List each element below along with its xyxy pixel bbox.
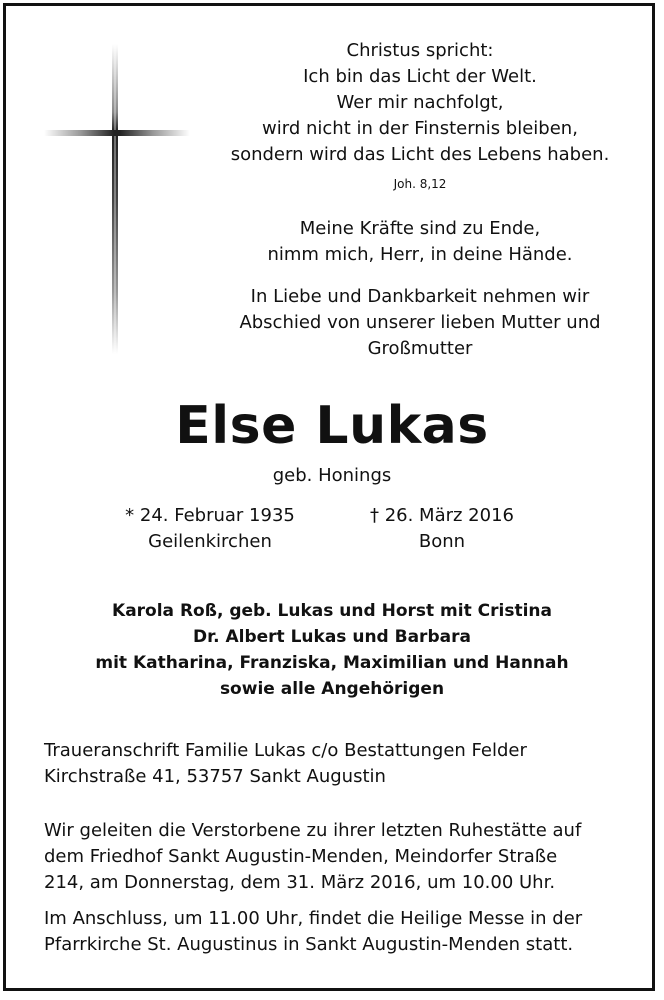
cross-icon xyxy=(44,44,190,354)
address-line: Kirchstraße 41, 53757 Sankt Augustin xyxy=(44,766,386,787)
mourners-list xyxy=(40,598,624,702)
verse-line: Christus spricht: xyxy=(346,40,494,61)
farewell-line: Großmutter xyxy=(367,338,473,359)
verse-line: Wer mir nachfolgt, xyxy=(336,92,504,113)
birth-name: geb. Honings xyxy=(272,465,392,486)
mass-info xyxy=(44,906,624,958)
mourner-line: Karola Roß, geb. Lukas und Horst mit Cristina xyxy=(112,601,552,621)
motto xyxy=(200,216,640,268)
mourner-line: sowie alle Angehörigen xyxy=(219,679,445,699)
deceased-name: Else Lukas xyxy=(175,396,489,456)
burial-line: Wir geleiten die Verstorbene zu ihrer letzten Ruhestätte auf xyxy=(44,820,582,841)
motto-line: nimm mich, Herr, in deine Hände. xyxy=(267,244,573,265)
mourning-address xyxy=(44,738,624,790)
mass-line: Pfarrkirche St. Augustinus in Sankt Augustin-Menden statt. xyxy=(44,934,574,955)
cross-vertical-beam xyxy=(112,44,118,354)
mourner-line: mit Katharina, Franziska, Maximilian und Hannah xyxy=(95,653,569,673)
birth-date: * 24. Februar 1935 xyxy=(125,505,295,526)
mourner-line: Dr. Albert Lukas und Barbara xyxy=(193,627,471,647)
farewell-text xyxy=(200,284,640,362)
birth-place: Geilenkirchen xyxy=(148,531,272,552)
death-info xyxy=(342,503,542,555)
verse-line: sondern wird das Licht des Lebens haben. xyxy=(230,144,610,165)
farewell-line: Abschied von unserer lieben Mutter und xyxy=(239,312,601,333)
bible-verse xyxy=(200,38,640,168)
motto-line: Meine Kräfte sind zu Ende, xyxy=(299,218,541,239)
birth-info xyxy=(110,503,310,555)
burial-line: dem Friedhof Sankt Augustin-Menden, Meindorfer Straße xyxy=(44,846,558,867)
farewell-line: In Liebe und Dankbarkeit nehmen wir xyxy=(250,286,590,307)
burial-line: 214, am Donnerstag, dem 31. März 2016, um 10.00 Uhr. xyxy=(44,872,556,893)
address-line: Traueranschrift Familie Lukas c/o Bestattungen Felder xyxy=(44,740,527,761)
death-date: † 26. März 2016 xyxy=(369,505,514,526)
verse-line: Ich bin das Licht der Welt. xyxy=(303,66,537,87)
death-place: Bonn xyxy=(418,531,466,552)
verse-reference: Joh. 8,12 xyxy=(393,177,447,191)
burial-info xyxy=(44,818,624,896)
mass-line: Im Anschluss, um 11.00 Uhr, findet die Heilige Messe in der xyxy=(44,908,583,929)
verse-line: wird nicht in der Finsternis bleiben, xyxy=(262,118,578,139)
cross-horizontal-beam xyxy=(44,130,190,136)
